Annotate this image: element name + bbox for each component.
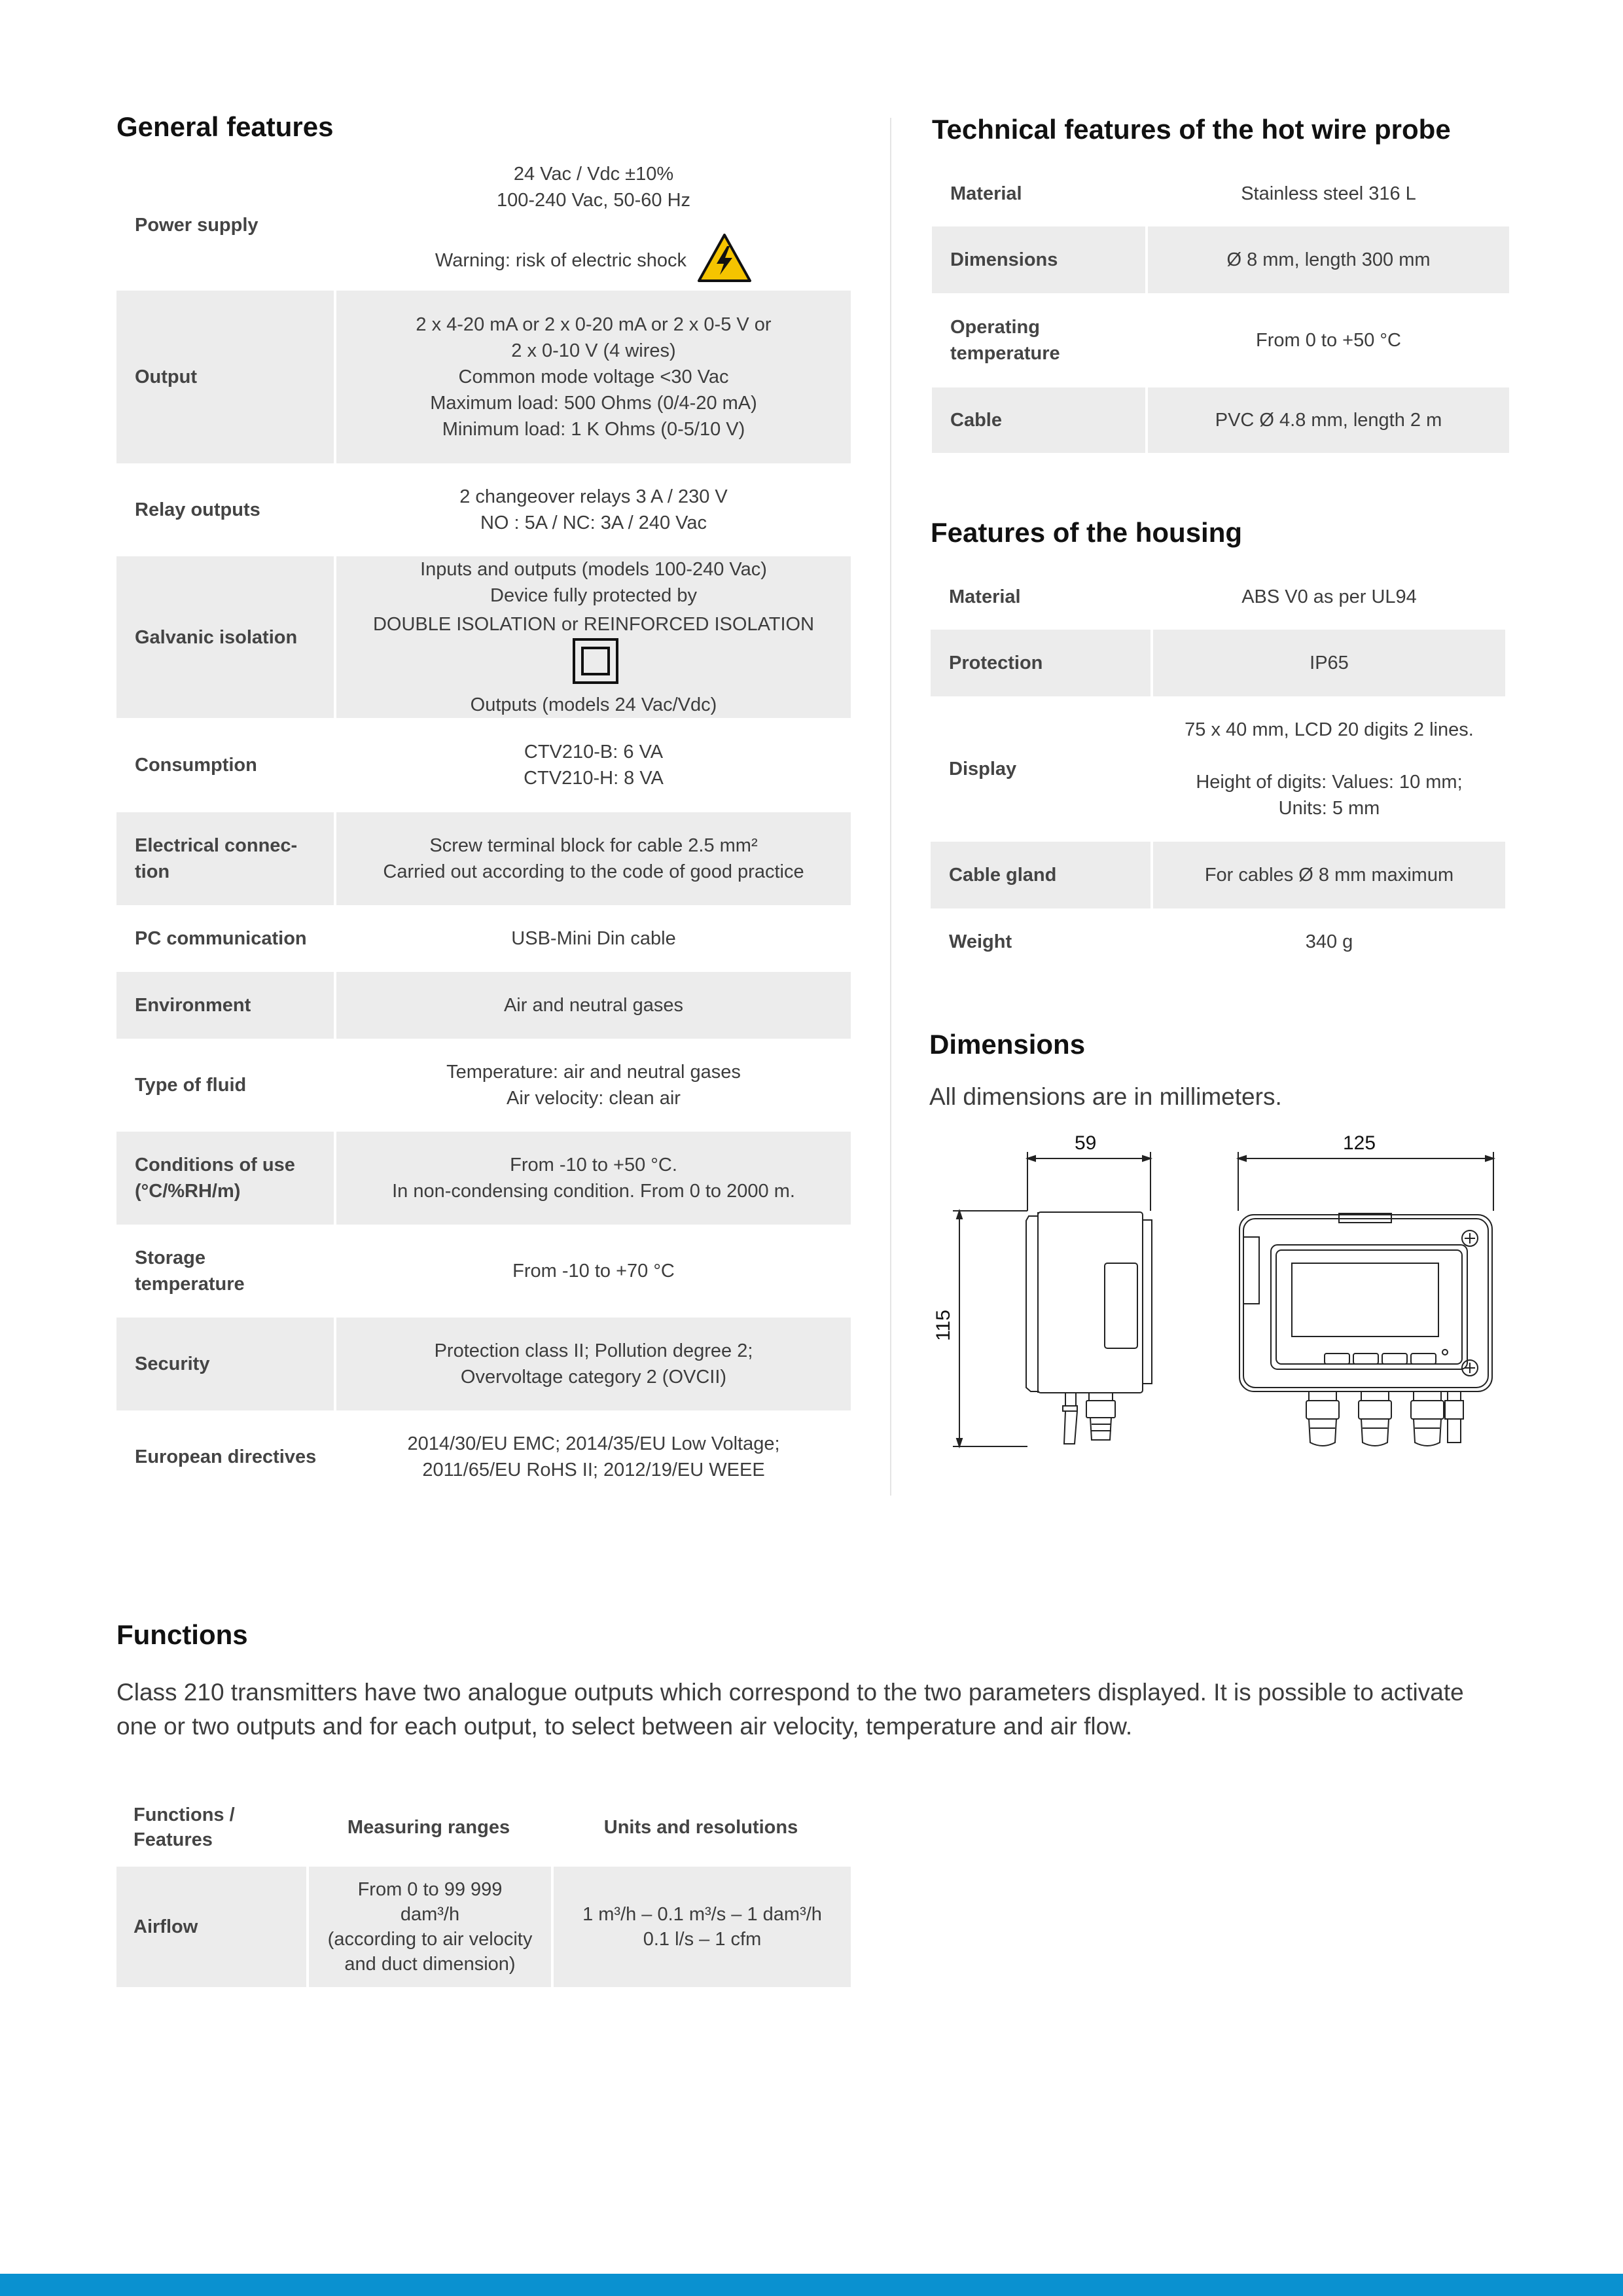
double-insulation-icon [572,637,619,692]
row-label: Environment [116,972,336,1039]
row-value: 75 x 40 mm, LCD 20 digits 2 lines. Height of digits: Values: 10 mm; Units: 5 mm [1185,719,1474,819]
table-row [116,1039,851,1132]
row-value: USB-Mini Din cable [511,928,676,949]
row-value: From -10 to +50 °C. In non-condensing condition. From 0 to 2000 m. [336,1132,851,1225]
galvanic-line-2: Device fully protected by [490,585,697,606]
row-value: Stainless steel 316 L [1241,183,1416,204]
functions-title: Functions [116,1619,248,1650]
row-value [336,160,851,291]
table-row [116,1867,851,1987]
row-label: European directives [135,1446,317,1467]
row-value: 2014/30/EU EMC; 2014/35/EU Low Voltage; 2011/65/EU RoHS II; 2012/19/EU WEEE [407,1433,780,1480]
row-label: Dimensions [932,226,1148,293]
row-value: 340 g [1305,931,1353,952]
general-features-table [116,160,851,1503]
row-value: Ø 8 mm, length 300 mm [1148,226,1509,293]
row-label: Electrical connec- tion [116,812,336,905]
table-row [116,1132,851,1225]
row-value: IP65 [1153,630,1505,696]
functions-text: Class 210 transmitters have two analogue outputs which correspond to the two parameters displayed. It is possible to activate one or two outputs and for each output, to select between air velocity, temperature and air flow. [116,1679,1464,1740]
side-width-label: 59 [1075,1132,1097,1154]
warning-text: Warning: risk of electric shock [435,249,687,271]
housing-features-table [931,564,1505,975]
units-resolutions: 1 m³/h – 0.1 m³/s – 1 dam³/h 0.1 l/s – 1 cfm [551,1867,851,1987]
dimensions-note: All dimensions are in millimeters. [929,1083,1282,1110]
column-header-units: Units and resolutions [603,1817,798,1838]
row-label: Weight [949,931,1012,952]
table-row [116,1318,851,1410]
row-value: From 0 to +50 °C [1256,330,1401,351]
table-row [931,908,1505,975]
probe-features-table [932,161,1509,453]
table-row [116,1410,851,1503]
row-label: Galvanic isolation [116,556,336,718]
galvanic-line-4: Outputs (models 24 Vac/Vdc) [470,694,717,715]
table-row [116,1225,851,1318]
row-label: Operating temperature [950,317,1060,364]
table-row [116,812,851,905]
dimensions-title: Dimensions [929,1029,1086,1060]
row-value: From -10 to +70 °C [512,1261,675,1282]
row-label: Consumption [135,755,257,776]
table-row [116,556,851,718]
electric-shock-warning-icon [697,233,752,290]
row-value: 2 changeover relays 3 A / 230 V NO : 5A / NC: 3A / 240 Vac [459,486,728,533]
table-row [116,718,851,812]
front-width-label: 125 [1343,1132,1376,1154]
row-label: Type of fluid [135,1075,247,1096]
table-row [932,161,1509,226]
row-value: Screw terminal block for cable 2.5 mm² Carried out according to the code of good practice [336,812,851,905]
row-label: Security [116,1318,336,1410]
row-label: Output [116,291,336,463]
galvanic-line-3: DOUBLE ISOLATION or REINFORCED ISOLATION [372,614,815,635]
row-label: Conditions of use (°C/%RH/m) [116,1132,336,1225]
row-value: For cables Ø 8 mm maximum [1153,842,1505,908]
power-supply-line-1: 24 Vac / Vdc ±10% [513,163,674,185]
housing-features-title: Features of the housing [931,517,1243,548]
column-divider [890,118,891,1496]
row-label: Display [949,759,1017,780]
row-label: Material [950,183,1022,204]
general-features-title: General features [116,111,334,142]
table-row [116,972,851,1039]
row-label: Storage temperature [135,1247,245,1295]
measuring-range: From 0 to 99 999 dam³/h (according to air velocity and duct dimension) [306,1867,551,1987]
functions-table [116,1788,851,1987]
dimension-drawing [929,1132,1505,1460]
row-value: Air and neutral gases [336,972,851,1039]
table-row [116,905,851,972]
row-label: PC communication [135,928,307,949]
table-row [931,564,1505,630]
table-row [932,387,1509,453]
row-label: Relay outputs [135,499,260,520]
table-row [931,630,1505,696]
row-label: Airflow [116,1867,306,1987]
probe-features-title: Technical features of the hot wire probe [932,114,1451,145]
row-value: ABS V0 as per UL94 [1241,586,1417,607]
row-value: CTV210-B: 6 VA CTV210-H: 8 VA [524,742,664,789]
power-supply-line-2: 100-240 Vac, 50-60 Hz [496,189,691,211]
row-label: Protection [931,630,1153,696]
table-row [932,226,1509,293]
row-label: Power supply [135,215,259,236]
row-label: Material [949,586,1021,607]
table-row [931,842,1505,908]
row-label: Cable [932,387,1148,453]
row-value: PVC Ø 4.8 mm, length 2 m [1148,387,1509,453]
row-value: 2 x 4-20 mA or 2 x 0-20 mA or 2 x 0-5 V or 2 x 0-10 V (4 wires) Common mode voltage <30 Vac Maximum load: 500 Ohms (0/4-20 mA) Minimum load: 1 K Ohms (0-5/10 V) [336,291,851,463]
table-row [116,160,851,291]
row-value [336,556,851,718]
table-row [116,291,851,463]
table-row [931,696,1505,842]
column-header-ranges: Measuring ranges [347,1817,510,1838]
table-row [932,293,1509,387]
footer-accent-bar [0,2274,1623,2296]
table-row [116,463,851,556]
row-value: Temperature: air and neutral gases Air velocity: clean air [446,1062,741,1109]
row-label: Cable gland [931,842,1153,908]
table-header-row [116,1788,851,1867]
row-value: Protection class II; Pollution degree 2; Overvoltage category 2 (OVCII) [336,1318,851,1410]
height-label: 115 [932,1310,954,1341]
column-header-functions: Functions / Features [134,1804,235,1850]
galvanic-line-1: Inputs and outputs (models 100-240 Vac) [420,559,767,580]
